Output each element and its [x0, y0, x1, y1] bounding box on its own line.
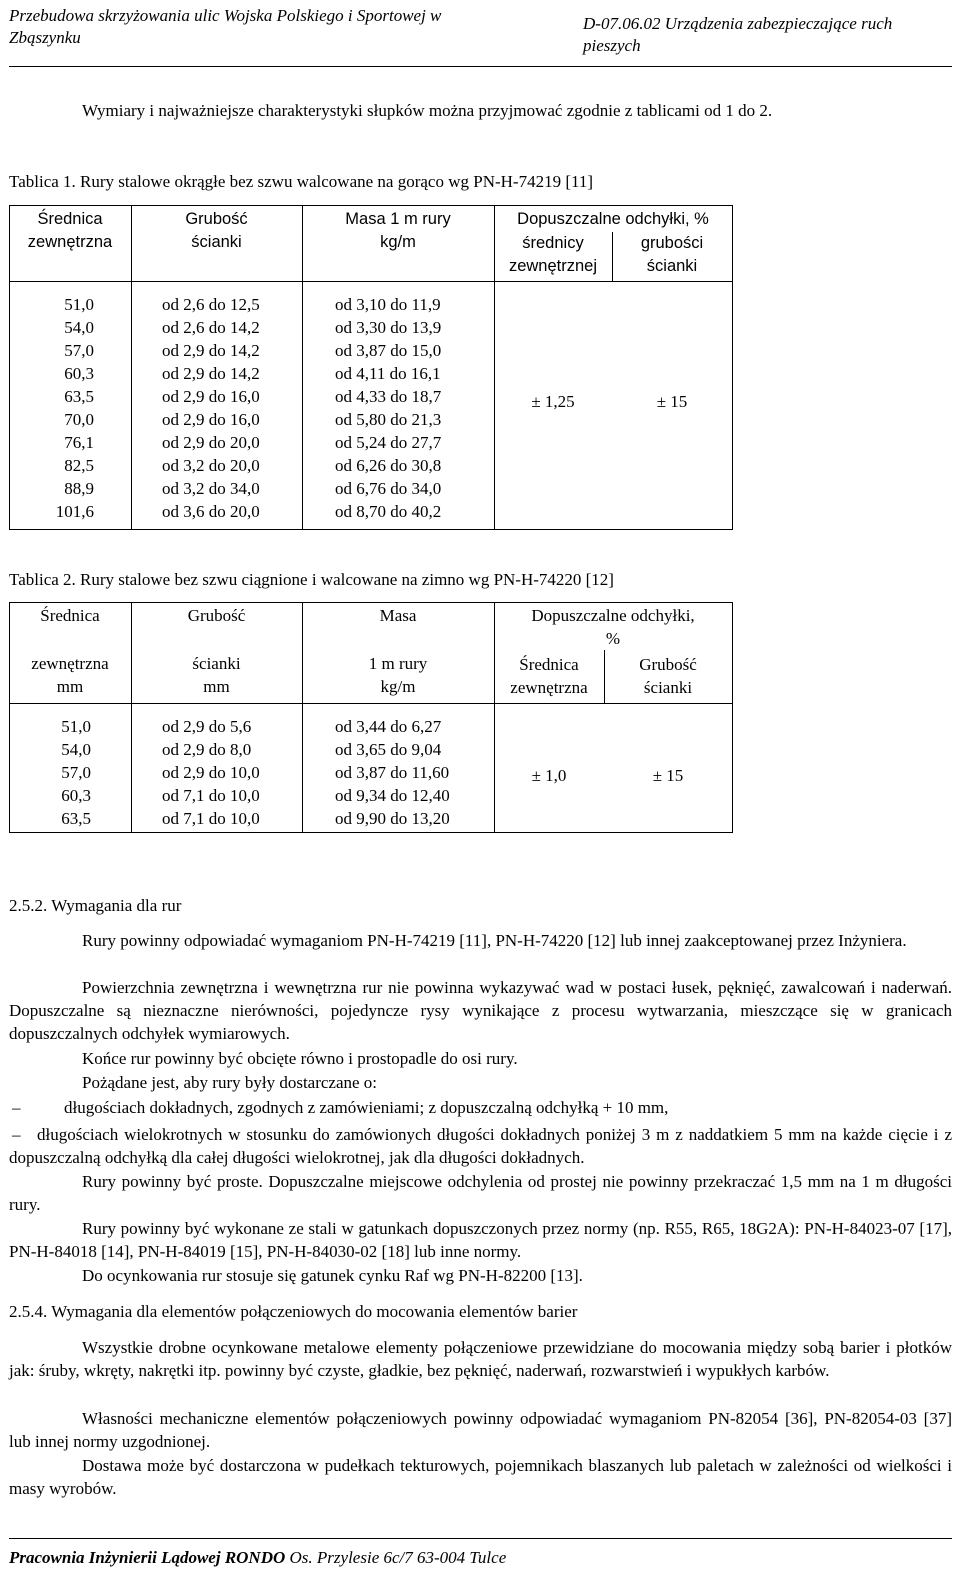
- s254-p1: Wszystkie drobne ocynkowane metalowe elementy połączeniowe przewidziane do mocowania między sobą barier i płotków jak: śruby, wkręty, nakrętki itp. powinny być czyste, gładkie, bez pęknięć, naderwań, rozwarstwień i wypukłych karbów.: [9, 1338, 952, 1380]
- t2-h-tol: Dopuszczalne odchyłki, %: [531, 606, 695, 648]
- t2-tol-diam: ± 1,0: [531, 766, 567, 785]
- table2-header-rule: [9, 703, 732, 704]
- t2-cell: od 2,9 do 5,6: [162, 717, 252, 736]
- t2-col-mass: [335, 715, 494, 830]
- t1-cell: od 3,87 do 15,0: [335, 341, 442, 360]
- t1-cell: od 3,6 do 20,0: [162, 502, 260, 521]
- s252-p3: Końce rur powinny być obcięte równo i prostopadle do osi rury.: [82, 1049, 518, 1068]
- s252-p7: Do ocynkowania rur stosuje się gatunek cynku Raf wg PN-H-82200 [13].: [82, 1266, 583, 1285]
- section-252-heading: 2.5.2. Wymagania dla rur: [9, 896, 182, 915]
- t2-h-mass: Masa 1 m rury kg/m: [368, 606, 428, 696]
- t1-cell: 63,5: [64, 387, 94, 406]
- bullet-dash: –: [12, 1098, 21, 1117]
- t1-cell: od 2,6 do 14,2: [162, 318, 260, 337]
- t2-col-wall: [162, 715, 302, 830]
- t1-cell: 101,6: [55, 502, 94, 521]
- t2-cell: od 7,1 do 10,0: [162, 809, 260, 828]
- t1-cell: 88,9: [64, 479, 94, 498]
- t1-cell: od 3,2 do 20,0: [162, 456, 260, 475]
- t2-cell: 51,0: [61, 717, 91, 736]
- t2-cell: 54,0: [61, 740, 91, 759]
- table1-header-rule: [9, 281, 732, 282]
- t1-cell: od 5,24 do 27,7: [335, 433, 442, 452]
- t2-cell: 60,3: [61, 786, 91, 805]
- t2-cell: od 3,87 do 11,60: [335, 763, 450, 782]
- s254-p3: Dostawa może być dostarczona w pudełkach tekturowych, pojemnikach blaszanych lub paletach w zależności od wielkości i masy wyrobów.: [9, 1456, 952, 1498]
- intro-text: Wymiary i najważniejsze charakterystyki słupków można przyjmować zgodnie z tablicami od 1 do 2.: [82, 101, 773, 120]
- t1-h-mass: Masa 1 m rury kg/m: [345, 210, 451, 251]
- t1-cell: 60,3: [64, 364, 94, 383]
- t1-cell: od 3,2 do 34,0: [162, 479, 260, 498]
- t2-cell: od 2,9 do 10,0: [162, 763, 260, 782]
- s252-p6: Rury powinny być wykonane ze stali w gatunkach dopuszczonych przez normy (np. R55, R65, 18G2A): PN-H-84023-07 [17], PN-H-84018 [14], PN-H-84019 [15], PN-H-84030-02 [18] lub inne normy.: [9, 1219, 952, 1261]
- t1-cell: od 6,76 do 34,0: [335, 479, 442, 498]
- t1-cell: 54,0: [64, 318, 94, 337]
- t2-h-diam: Średnica zewnętrzna mm: [31, 606, 109, 696]
- t2-cell: od 2,9 do 8,0: [162, 740, 252, 759]
- t2-cell: 57,0: [61, 763, 91, 782]
- s252-b2: długościach wielokrotnych w stosunku do zamówionych długości dokładnych poniżej 3 m z naddatkiem 5 mm na każde cięcie i z dopuszczalną odchyłką dla całej długości wielokrotnej, jak dla długości dokładnych.: [9, 1125, 952, 1167]
- t1-cell: od 2,9 do 16,0: [162, 387, 260, 406]
- footer: [9, 1546, 506, 1569]
- t2-h-wall: Grubość ścianki mm: [187, 606, 246, 696]
- t2-cell: od 3,65 do 9,04: [335, 740, 442, 759]
- s254-p2: Własności mechaniczne elementów połączeniowych powinny odpowiadać wymaganiom PN-82054 [36], PN-82054-03 [37] lub innej normy uzgodnionej.: [9, 1409, 952, 1451]
- t1-cell: 70,0: [64, 410, 94, 429]
- t2-h-tol-diam: Średnica zewnętrzna: [510, 655, 588, 697]
- t1-h-tol: Dopuszczalne odchyłki, %: [517, 210, 709, 228]
- t1-cell: od 2,9 do 16,0: [162, 410, 260, 429]
- t1-h-wall: Grubość ścianki: [185, 210, 248, 251]
- table2-caption: Tablica 2. Rury stalowe bez szwu ciągnione i walcowane na zimno wg PN-H-74220 [12]: [9, 570, 614, 589]
- t2-cell: od 9,34 do 12,40: [335, 786, 450, 805]
- t1-cell: od 4,33 do 18,7: [335, 387, 442, 406]
- t1-h-diam: Średnica zewnętrzna: [27, 210, 113, 251]
- t1-cell: od 2,9 do 14,2: [162, 364, 260, 383]
- s252-p4: Pożądane jest, aby rury były dostarczane o:: [82, 1073, 378, 1092]
- t2-col-diam: [9, 715, 91, 830]
- t2-cell: 63,5: [61, 809, 91, 828]
- t1-cell: 57,0: [64, 341, 94, 360]
- t1-cell: od 2,9 do 20,0: [162, 433, 260, 452]
- t1-cell: 76,1: [64, 433, 94, 452]
- t1-cell: od 3,10 do 11,9: [335, 295, 441, 314]
- header-right-title: D-07.06.02 Urządzenia zabezpieczające ruch pieszych: [583, 14, 893, 55]
- t1-col-wall: [162, 293, 302, 523]
- t1-cell: od 4,11 do 16,1: [335, 364, 441, 383]
- s252-p5: Rury powinny być proste. Dopuszczalne miejscowe odchylenia od prostej nie powinny przekraczać 1,5 mm na 1 m długości rury.: [9, 1172, 952, 1214]
- t2-cell: od 7,1 do 10,0: [162, 786, 260, 805]
- t1-cell: od 3,30 do 13,9: [335, 318, 442, 337]
- section-254-heading: 2.5.4. Wymagania dla elementów połączeniowych do mocowania elementów barier: [9, 1302, 578, 1321]
- t1-col-diam: [9, 293, 94, 523]
- t1-cell: od 2,6 do 12,5: [162, 295, 260, 314]
- t1-cell: od 6,26 do 30,8: [335, 456, 442, 475]
- t1-h-tol-diam: średnicy zewnętrznej: [508, 234, 598, 275]
- t1-cell: od 8,70 do 40,2: [335, 502, 442, 521]
- t1-tol-wall: ± 15: [656, 392, 688, 411]
- t2-tol-wall: ± 15: [652, 766, 684, 785]
- t1-cell: 82,5: [64, 456, 94, 475]
- t1-h-tol-wall: grubości ścianki: [640, 234, 704, 275]
- s252-p1: Rury powinny odpowiadać wymaganiom PN-H-74219 [11], PN-H-74220 [12] lub innej zaakceptowanej przez Inżyniera.: [82, 931, 907, 950]
- t2-h-tol-wall: Grubość ścianki: [639, 655, 697, 697]
- t1-tol-diam: ± 1,25: [531, 392, 575, 411]
- t1-col-mass: [335, 293, 494, 523]
- t1-cell: od 2,9 do 14,2: [162, 341, 260, 360]
- t2-cell: od 3,44 do 6,27: [335, 717, 442, 736]
- footer-rule: [9, 1538, 952, 1539]
- header-left-title: Przebudowa skrzyżowania ulic Wojska Polskiego i Sportowej w Zbąszynku: [9, 6, 442, 47]
- footer-address: Os. Przylesie 6c/7 63-004 Tulce: [289, 1548, 507, 1567]
- table1-caption: Tablica 1. Rury stalowe okrągłe bez szwu walcowane na gorąco wg PN-H-74219 [11]: [9, 172, 594, 191]
- t2-cell: od 9,90 do 13,20: [335, 809, 450, 828]
- t1-cell: od 5,80 do 21,3: [335, 410, 442, 429]
- header-rule: [9, 66, 952, 67]
- footer-company: Pracownia Inżynierii Lądowej RONDO: [9, 1548, 286, 1567]
- bullet-dash: –: [12, 1125, 21, 1144]
- s252-b1: długościach dokładnych, zgodnych z zamówieniami; z dopuszczalną odchyłką + 10 mm,: [64, 1098, 669, 1117]
- t1-cell: 51,0: [64, 295, 94, 314]
- s252-p2: Powierzchnia zewnętrzna i wewnętrzna rur nie powinna wykazywać wad w postaci łusek, pęknięć, zawalcowań i naderwań. Dopuszczalne są nieznaczne nierówności, pojedyncze rysy wynikające z procesu wytwarzania, mieszczące się w granicach dopuszczalnych odchyłek wymiarowych.: [9, 978, 952, 1043]
